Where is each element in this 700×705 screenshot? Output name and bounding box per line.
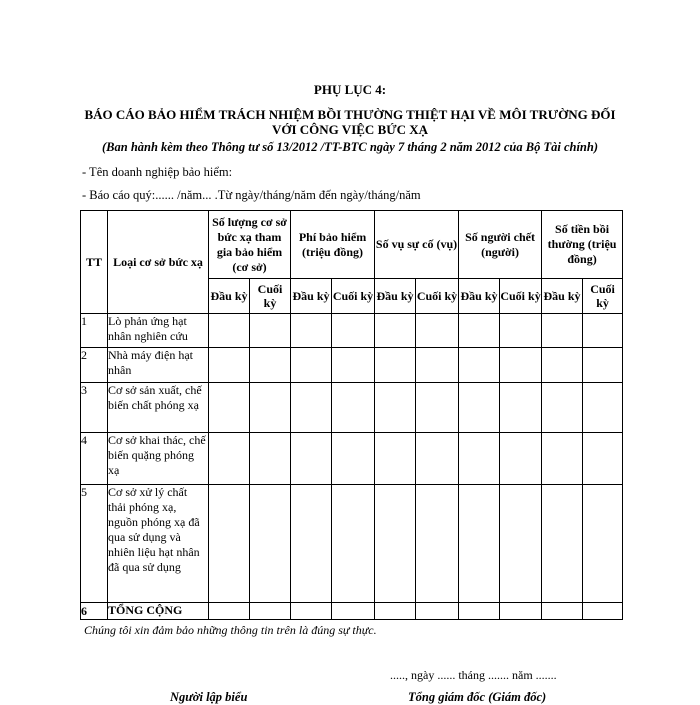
subheader-begin: Đầu kỳ xyxy=(459,279,500,314)
assurance-statement: Chúng tôi xin đảm bảo những thông tin trên là đúng sự thực. xyxy=(84,623,377,637)
header-facility-type: Loại cơ sở bức xạ xyxy=(108,211,209,314)
preparer-signature-label: Người lập biểu xyxy=(170,690,248,704)
total-label: TỔNG CỘNG xyxy=(108,603,209,620)
table-row xyxy=(81,383,623,433)
row-facility-name: Lò phản ứng hạt nhân nghiên cứu xyxy=(108,314,209,348)
header-group-incidents: Số vụ sự cố (vụ) xyxy=(375,211,459,279)
table-row xyxy=(81,433,623,485)
row-number: 4 xyxy=(81,433,108,485)
table-row xyxy=(81,485,623,603)
report-table xyxy=(80,210,623,620)
header-group-deaths: Số người chết (người) xyxy=(459,211,542,279)
row-facility-name: Cơ sở xử lý chất thải phóng xạ, nguồn phóng xạ đã qua sử dụng và nhiên liệu hạt nhân đã qua sử dụng xyxy=(108,485,209,603)
total-row-number: 6 xyxy=(81,603,108,620)
row-facility-name: Nhà máy điện hạt nhân xyxy=(108,348,209,383)
header-group-compensation: Số tiền bồi thường (triệu đồng) xyxy=(542,211,623,279)
appendix-title: PHỤ LỤC 4: xyxy=(313,82,387,97)
header-tt: TT xyxy=(81,211,108,314)
report-period-field: - Báo cáo quý:...... /năm... .Từ ngày/tháng/năm đến ngày/tháng/năm xyxy=(82,188,421,202)
subheader-begin: Đầu kỳ xyxy=(542,279,583,314)
header-group-premium: Phí bảo hiểm (triệu đồng) xyxy=(291,211,375,279)
table-total-row xyxy=(81,603,623,620)
subheader-end: Cuối kỳ xyxy=(500,279,542,314)
row-number: 3 xyxy=(81,383,108,433)
subheader-end: Cuối kỳ xyxy=(416,279,459,314)
table-row xyxy=(81,348,623,383)
subheader-begin: Đầu kỳ xyxy=(375,279,416,314)
subheader-begin: Đầu kỳ xyxy=(209,279,250,314)
subheader-begin: Đầu kỳ xyxy=(291,279,332,314)
report-title-line1: BÁO CÁO BẢO HIỂM TRÁCH NHIỆM BỒI THƯỜNG THIỆT HẠI VỀ MÔI TRƯỜNG ĐỐI xyxy=(84,107,616,122)
row-number: 2 xyxy=(81,348,108,383)
row-facility-name: Cơ sở sản xuất, chế biến chất phóng xạ xyxy=(108,383,209,433)
director-signature-label: Tổng giám đốc (Giám đốc) xyxy=(408,690,547,704)
date-line: ....., ngày ...... tháng ....... năm ....... xyxy=(390,668,557,682)
subheader-end: Cuối kỳ xyxy=(250,279,291,314)
subheader-end: Cuối kỳ xyxy=(583,279,623,314)
report-title-line2: VỚI CÔNG VIỆC BỨC XẠ xyxy=(271,122,428,137)
subheader-end: Cuối kỳ xyxy=(332,279,375,314)
row-facility-name: Cơ sở khai thác, chế biến quặng phóng xạ xyxy=(108,433,209,485)
row-number: 5 xyxy=(81,485,108,603)
table-header-row xyxy=(81,211,623,279)
table-row xyxy=(81,314,623,348)
row-number: 1 xyxy=(81,314,108,348)
issuance-note: (Ban hành kèm theo Thông tư số 13/2012 /TT-BTC ngày 7 tháng 2 năm 2012 của Bộ Tài chính) xyxy=(102,140,598,154)
company-name-field: - Tên doanh nghiệp bảo hiểm: xyxy=(82,165,233,179)
header-group-facilities: Số lượng cơ sở bức xạ tham gia bảo hiểm (cơ sở) xyxy=(209,211,291,279)
